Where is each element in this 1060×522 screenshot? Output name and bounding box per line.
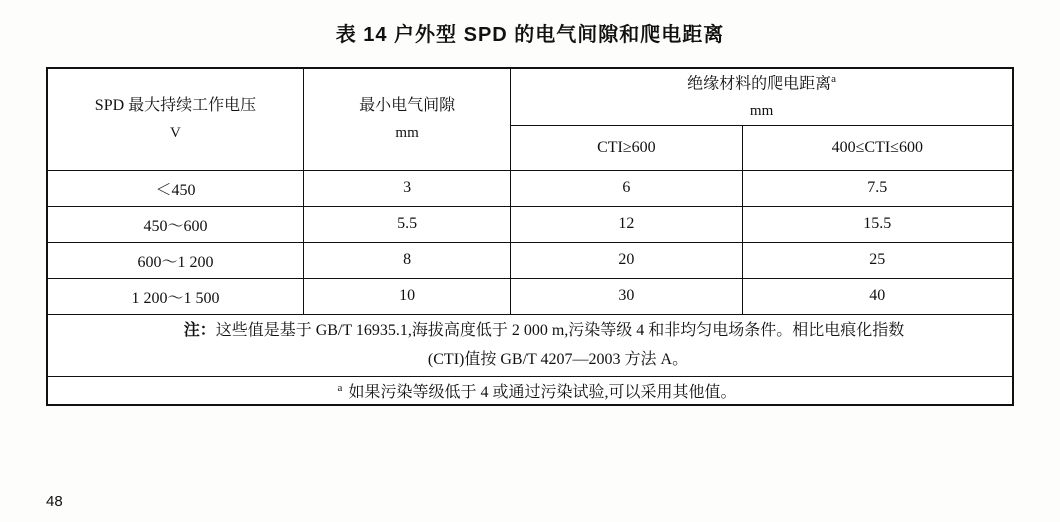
header-spd-voltage-text: SPD 最大持续工作电压: [94, 97, 257, 115]
table-note: [48, 314, 1012, 377]
table-container: [46, 67, 1014, 406]
cell-cti-mid: 15.5: [742, 206, 1012, 242]
header-creepage-group-text: 绝缘材料的爬电距离: [687, 75, 832, 93]
header-spd-voltage-unit: V: [170, 125, 181, 142]
cell-cti-mid: 40: [742, 278, 1012, 314]
table-header-row-1: [48, 69, 1012, 125]
table-footnote-mark: a: [337, 382, 343, 395]
table-note-line2: (CTI)值按 GB/T 4207—2003 方法 A。: [427, 350, 689, 368]
header-min-clearance-unit: mm: [395, 125, 419, 142]
cell-voltage: 1 200～1 500: [48, 278, 303, 314]
table-note-label: 注：: [183, 321, 216, 339]
table-row: [48, 242, 1012, 278]
header-creepage-group-superscript: a: [831, 73, 837, 85]
header-cti-mid: 400≤CTI≤600: [742, 125, 1012, 170]
table-footnote: [48, 377, 1012, 405]
spd-clearance-table: [48, 69, 1012, 404]
cell-cti-high: 6: [511, 170, 742, 206]
table-title: 表 14 户外型 SPD 的电气间隙和爬电距离: [335, 24, 725, 46]
cell-voltage: 600～1 200: [48, 242, 303, 278]
cell-cti-high: 30: [511, 278, 742, 314]
header-min-clearance: [303, 69, 510, 170]
cell-voltage: ＜450: [48, 170, 303, 206]
cell-voltage: 450～600: [48, 206, 303, 242]
table-note-row: [48, 314, 1012, 377]
cell-cti-high: 12: [511, 206, 742, 242]
header-min-clearance-text: 最小电气间隙: [359, 97, 456, 115]
document-page: [0, 18, 1060, 522]
cell-cti-mid: 7.5: [742, 170, 1012, 206]
header-cti-high: CTI≥600: [511, 125, 742, 170]
cell-clearance: 8: [303, 242, 510, 278]
header-spd-voltage: [48, 69, 303, 170]
cell-cti-high: 20: [511, 242, 742, 278]
cell-clearance: 10: [303, 278, 510, 314]
page-number: 48: [46, 493, 63, 510]
table-row: [48, 206, 1012, 242]
header-creepage-group-unit: mm: [749, 103, 774, 120]
cell-cti-mid: 25: [742, 242, 1012, 278]
header-creepage-group: [511, 69, 1012, 125]
table-row: [48, 278, 1012, 314]
table-row: [48, 170, 1012, 206]
cell-clearance: 3: [303, 170, 510, 206]
table-footnote-text: 如果污染等级低于 4 或通过污染试验,可以采用其他值。: [348, 384, 737, 402]
table-footnote-row: [48, 377, 1012, 405]
table-note-line1: 这些值是基于 GB/T 16935.1,海拔高度低于 2 000 m,污染等级 4 和非均匀电场条件。相比电痕化指数: [215, 321, 905, 339]
cell-clearance: 5.5: [303, 206, 510, 242]
